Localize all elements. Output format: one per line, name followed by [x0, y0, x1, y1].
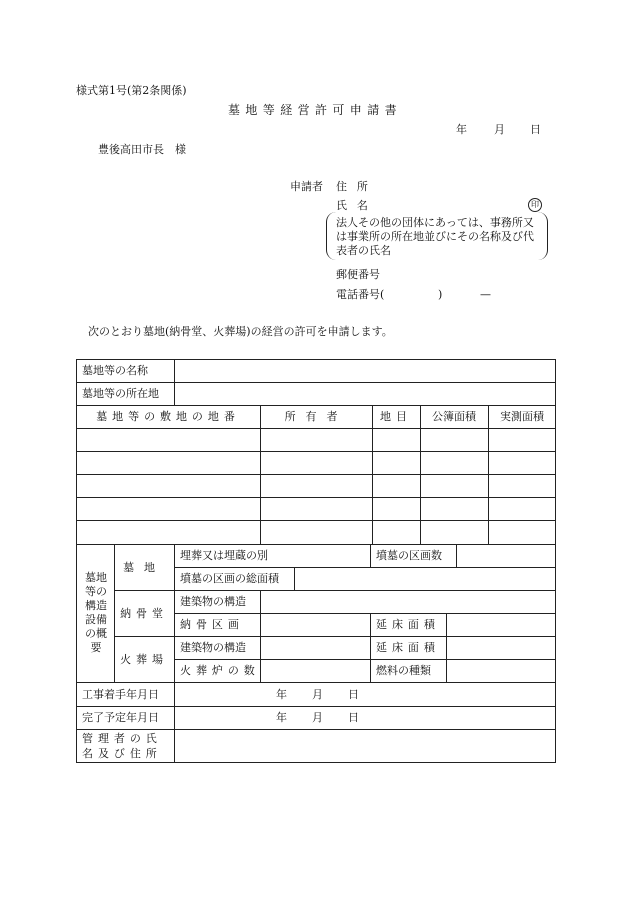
- completion-year: 年: [276, 711, 287, 724]
- date-month: 月: [494, 123, 505, 136]
- columbarium-building-structure-label: 建築物の構造: [180, 595, 246, 608]
- addressee: 豊後高田市長 様: [98, 143, 186, 156]
- date-year: 年: [456, 123, 467, 136]
- columbarium-label: 納骨堂: [120, 606, 168, 620]
- registry-area-header: 公簿面積: [432, 410, 476, 423]
- construction-start-date-label: 工事着手年月日: [82, 687, 159, 701]
- columbarium-floor-area-label: 延床面積: [376, 618, 440, 631]
- owner-header: 所有者: [284, 410, 348, 423]
- applicant-label: 申請者: [290, 180, 323, 193]
- measured-area-header: 実測面積: [500, 410, 544, 423]
- manager-name-address-label: 管理者の氏名及び住所: [82, 732, 162, 760]
- form-number: 様式第1号(第2条関係): [76, 84, 187, 97]
- phone-label: 電話番号(: [336, 288, 385, 301]
- application-statement: 次のとおり墓地(納骨堂、火葬場)の経営の許可を申請します。: [88, 325, 393, 338]
- plot-count-label: 墳墓の区画数: [376, 549, 442, 562]
- start-day: 日: [348, 687, 359, 701]
- form-title: 墓地等経営許可申請書: [228, 103, 403, 117]
- burial-type-label: 埋葬又は埋蔵の別: [180, 549, 268, 562]
- postal-code-label: 郵便番号: [336, 268, 380, 281]
- crematorium-label: 火葬場: [120, 652, 168, 666]
- land-category-header: 地目: [380, 410, 412, 423]
- cemetery-location-label: 墓地等の所在地: [82, 387, 159, 400]
- phone-close-paren: ): [438, 288, 443, 301]
- start-year: 年: [276, 687, 287, 701]
- corporate-note: 法人その他の団体にあっては、事務所又は事業所の所在地並びにその名称及び代表者の氏名: [336, 216, 534, 257]
- crematorium-building-structure-label: 建築物の構造: [180, 641, 246, 654]
- completion-date-label: 完了予定年月日: [82, 711, 159, 724]
- fuel-type-label: 燃料の種類: [376, 664, 431, 677]
- phone-dash: —: [480, 288, 491, 301]
- lot-number-header: 墓地等の敷地の地番: [96, 410, 240, 423]
- name-label: 氏名: [336, 199, 378, 212]
- start-month: 月: [312, 687, 323, 701]
- completion-day: 日: [348, 711, 359, 724]
- cemetery-name-label: 墓地等の名称: [82, 364, 148, 377]
- furnace-count-label: 火葬炉の数: [180, 664, 260, 677]
- facility-overview-label: 墓地等の構造設備の概要: [85, 571, 107, 654]
- plot-total-area-label: 墳墓の区画の総面積: [180, 572, 279, 585]
- address-label: 住所: [336, 180, 378, 193]
- completion-month: 月: [312, 711, 323, 724]
- seal-mark: 印: [528, 198, 542, 212]
- application-table: [76, 359, 556, 763]
- crematorium-floor-area-label: 延床面積: [376, 641, 440, 654]
- date-day: 日: [530, 123, 541, 136]
- cemetery-label: 墓地: [123, 560, 165, 574]
- ossuary-section-label: 納骨区画: [180, 618, 244, 631]
